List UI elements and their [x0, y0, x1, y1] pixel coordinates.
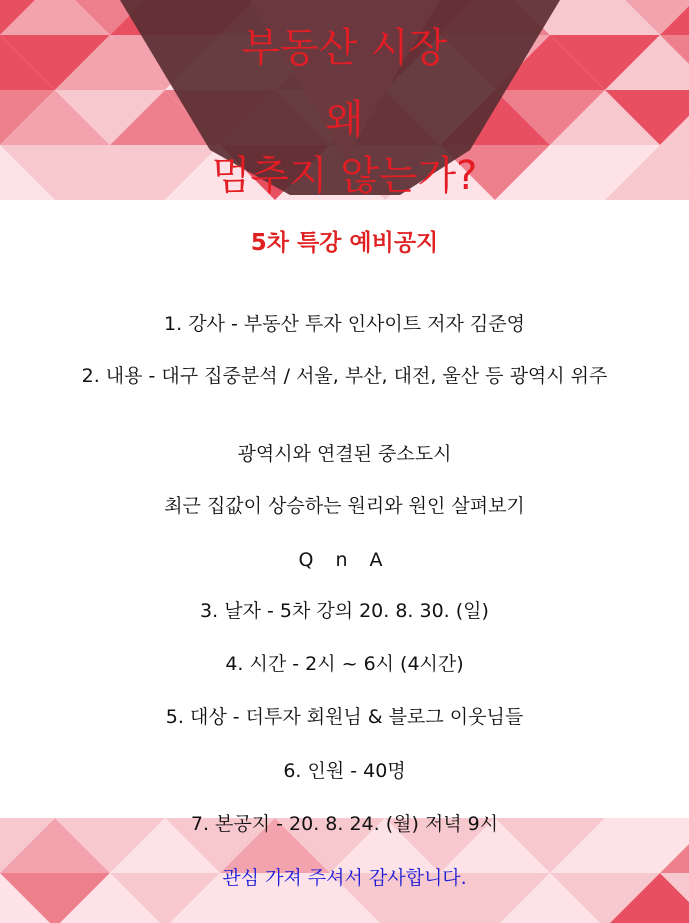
time-line: 4. 시간 - 2시 ~ 6시 (4시간): [225, 653, 464, 675]
content-sub-line-1: 광역시와 연결된 중소도시: [237, 443, 452, 465]
announcement-line: 7. 본공지 - 20. 8. 24. (월) 저녁 9시: [190, 813, 499, 835]
audience-line: 5. 대상 - 더투자 회원님 & 블로그 이웃님들: [165, 706, 524, 728]
content-sub-line-2: 최근 집값이 상승하는 원리와 원인 살펴보기: [164, 495, 525, 517]
subtitle: 5차 특강 예비공지: [250, 230, 439, 256]
title-line-1: 부동산 시장: [241, 25, 448, 71]
content-line: 2. 내용 - 대구 집중분석 / 서울, 부산, 대전, 울산 등 광역시 위주: [81, 365, 608, 387]
instructor-line: 1. 강사 - 부동산 투자 인사이트 저자 김준영: [164, 313, 525, 335]
content-sub-line-3: Q n A: [298, 549, 391, 571]
thanks-footer: 관심 가져 주셔서 감사합니다.: [222, 867, 467, 889]
capacity-line: 6. 인원 - 40명: [283, 760, 406, 782]
title-line-2: 왜: [325, 97, 364, 143]
date-line: 3. 날자 - 5차 강의 20. 8. 30. (일): [200, 600, 489, 622]
title-line-3: 멈추지 않는가?: [211, 153, 478, 199]
